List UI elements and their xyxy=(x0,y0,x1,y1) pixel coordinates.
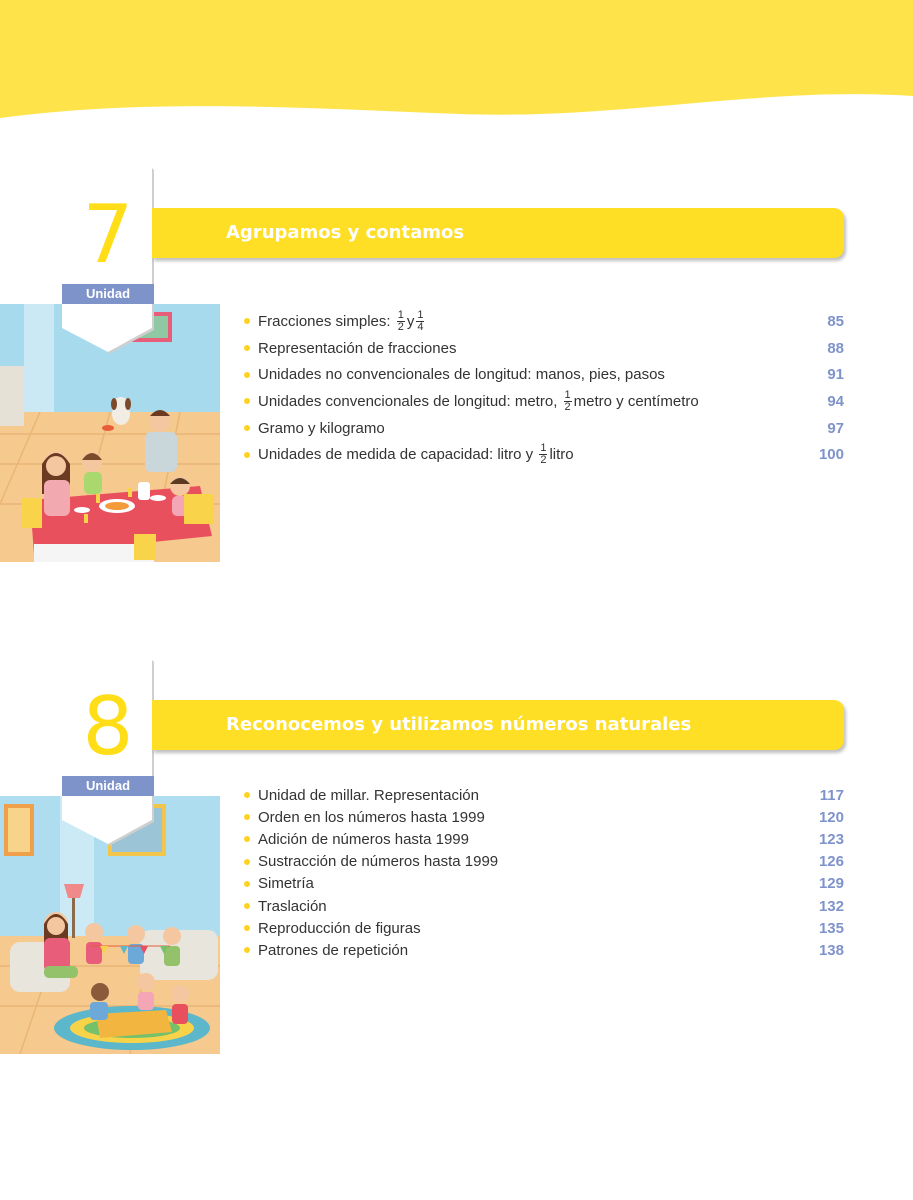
unit-8-section xyxy=(0,660,913,1060)
page-number: 97 xyxy=(827,419,844,437)
list-item: Unidades convencionales de longitud: metro, $\frac{1}{2}$ metro y centímetro 94 xyxy=(244,388,844,415)
bullet-icon xyxy=(244,792,250,798)
list-item: Adición de números hasta 1999 123 xyxy=(244,828,844,850)
list-item: Orden en los números hasta 1999 120 xyxy=(244,806,844,828)
page-number: 138 xyxy=(818,941,844,959)
list-item: Unidad de millar. Representación 117 xyxy=(244,784,844,806)
list-item: Traslación 132 xyxy=(244,895,844,917)
list-item: Sustracción de números hasta 1999 126 xyxy=(244,851,844,873)
bullet-icon xyxy=(244,836,250,842)
bullet-icon xyxy=(244,452,250,458)
page-number: 132 xyxy=(818,897,844,915)
bullet-icon xyxy=(244,859,250,865)
bullet-icon xyxy=(244,398,250,404)
list-item: Representación de fracciones 88 xyxy=(244,335,844,362)
unit-7-section xyxy=(0,168,913,568)
page-number: 126 xyxy=(818,853,844,871)
fraction: $\frac{1}{4}$ xyxy=(417,308,424,333)
page-number: 129 xyxy=(818,875,844,893)
unit-label: Unidad xyxy=(62,284,154,304)
topics-list xyxy=(244,784,844,962)
page-number: 135 xyxy=(818,919,844,937)
page-number: 100 xyxy=(818,446,844,464)
unit-title-bar xyxy=(152,700,844,750)
fraction: $\frac{1}{2}$ xyxy=(397,308,404,333)
bullet-icon xyxy=(244,947,250,953)
list-item: Unidades de medida de capacidad: litro y $\frac{1}{2}$ litro 100 xyxy=(244,441,844,468)
bullet-icon xyxy=(244,814,250,820)
bullet-icon xyxy=(244,925,250,931)
page-number: 94 xyxy=(827,392,844,410)
page-number: 117 xyxy=(819,786,844,804)
bullet-icon xyxy=(244,372,250,378)
list-item: Unidades no convencionales de longitud: manos, pies, pasos 91 xyxy=(244,361,844,388)
list-item: Patrones de repetición 138 xyxy=(244,939,844,961)
dog-figure xyxy=(111,397,131,425)
fraction: $\frac{1}{2}$ xyxy=(540,442,547,467)
unit-number: 8 xyxy=(82,680,134,773)
bullet-icon xyxy=(244,881,250,887)
unit-title: Reconocemos y utilizamos números naturales xyxy=(226,714,692,735)
unit-number: 7 xyxy=(82,188,134,281)
unit-label: Unidad xyxy=(62,776,154,796)
list-item: Fracciones simples: $\frac{1}{2}$ y $\frac{1}{4}$ 85 xyxy=(244,308,844,335)
fraction: $\frac{1}{2}$ xyxy=(564,388,571,413)
page-number: 123 xyxy=(818,830,844,848)
list-item: Gramo y kilogramo 97 xyxy=(244,415,844,442)
bullet-icon xyxy=(244,425,250,431)
bullet-icon xyxy=(244,318,250,324)
topics-list xyxy=(244,308,844,468)
header-wave xyxy=(0,0,913,130)
page-number: 91 xyxy=(827,366,844,384)
bullet-icon xyxy=(244,903,250,909)
page-number: 85 xyxy=(827,312,844,330)
page-number: 88 xyxy=(827,339,844,357)
unit-title-bar xyxy=(152,208,844,258)
unit-title: Agrupamos y contamos xyxy=(226,222,465,243)
page-number: 120 xyxy=(818,808,844,826)
list-item: Reproducción de figuras 135 xyxy=(244,917,844,939)
bullet-icon xyxy=(244,345,250,351)
list-item: Simetría 129 xyxy=(244,873,844,895)
mom-figure xyxy=(42,451,70,516)
